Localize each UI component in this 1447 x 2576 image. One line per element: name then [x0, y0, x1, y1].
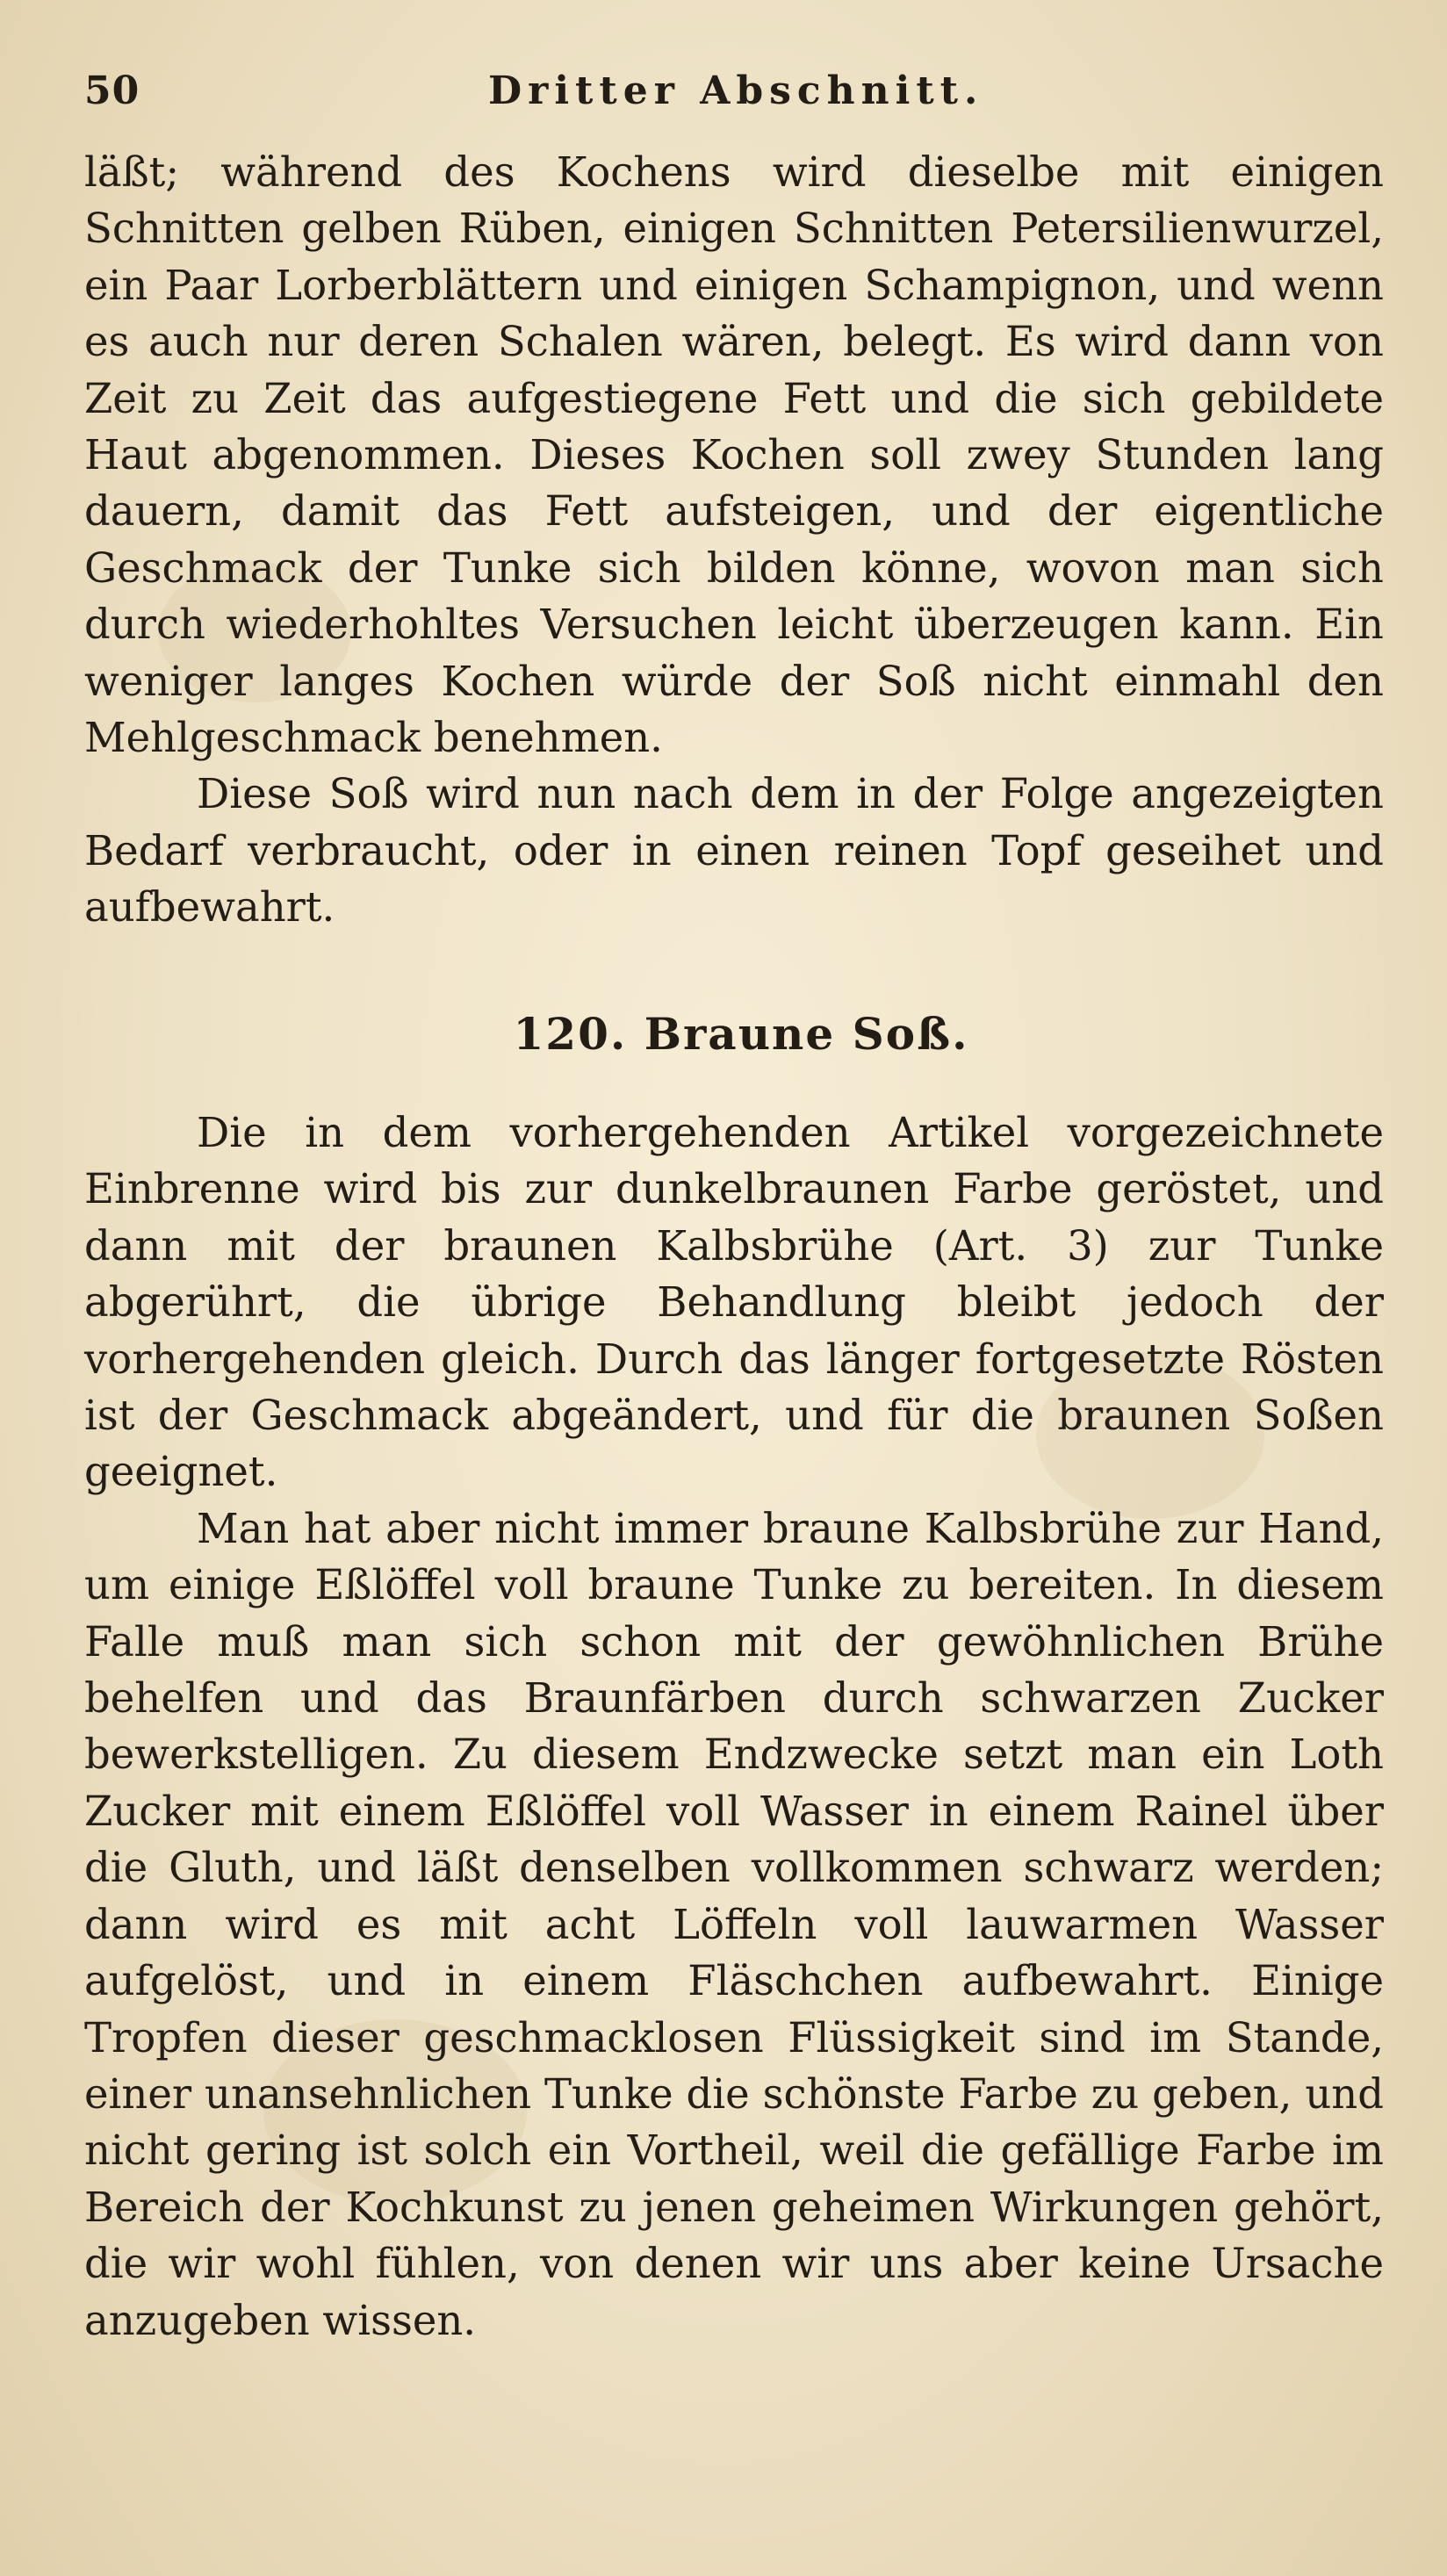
section-heading-text: 120. Braune Soß. — [513, 1008, 969, 1060]
paragraph: Diese Soß wird nun nach dem in der Folge angezeigten Bedarf verbraucht, oder in einen reinen Topf geseihet und aufbewahrt. — [84, 770, 1384, 932]
running-title: Dritter Abschnitt. — [488, 68, 984, 113]
page-header — [84, 68, 1366, 121]
page-number: 50 — [84, 68, 140, 113]
section-heading — [0, 1008, 1447, 1060]
paragraph: Die in dem vorhergehenden Artikel vorgezeichnete Einbrenne wird bis zur dunkelbraunen Farbe geröstet, und dann mit der braunen Kalbsbrühe (Art. 3) zur Tunke abgerührt, die übrige Behandlung bleibt jedoch der vorhergehenden gleich. Durch das länger fortgesetzte Rösten ist der Geschmack abgeändert, und für die braunen Soßen geeignet. — [84, 1109, 1384, 1496]
paragraph: läßt; während des Kochens wird dieselbe mit einigen Schnitten gelben Rüben, einigen Schnitten Petersilienwurzel, ein Paar Lorberblättern und einigen Schampignon, und wenn es auch nur deren Schalen wären, belegt. Es wird dann von Zeit zu Zeit das aufgestiegene Fett und die sich gebildete Haut abgenommen. Dieses Kochen soll zwey Stunden lang dauern, damit das Fett aufsteigen, und der eigentliche Geschmack der Tunke sich bilden könne, wovon man sich durch wiederhohltes Versuchen leicht überzeugen kann. Ein weniger langes Kochen würde der Soß nicht einmahl den Mehlgeschmack benehmen. — [84, 148, 1384, 762]
paragraph: Man hat aber nicht immer braune Kalbsbrühe zur Hand, um einige Eßlöffel voll braune Tunke zu bereiten. In diesem Falle muß man sich schon mit der gewöhnlichen Brühe behelfen und das Braunfärben durch schwarzen Zucker bewerkstelligen. Zu diesem Endzwecke setzt man ein Loth Zucker mit einem Eßlöffel voll Wasser in einem Rainel über die Gluth, und läßt denselben vollkommen schwarz werden; dann wird es mit acht Löffeln voll lauwarmen Wasser aufgelöst, und in einem Fläschchen aufbewahrt. Einige Tropfen dieser geschmacklosen Flüssigkeit sind im Stande, einer unansehnlichen Tunke die schönste Farbe zu geben, und nicht gering ist solch ein Vortheil, weil die gefällige Farbe im Bereich der Kochkunst zu jenen geheimen Wirkungen gehört, die wir wohl fühlen, von denen wir uns aber keine Ursache anzugeben wissen. — [84, 1504, 1384, 2344]
body-text-bottom — [84, 1105, 1384, 2349]
body-text-top — [84, 144, 1384, 936]
